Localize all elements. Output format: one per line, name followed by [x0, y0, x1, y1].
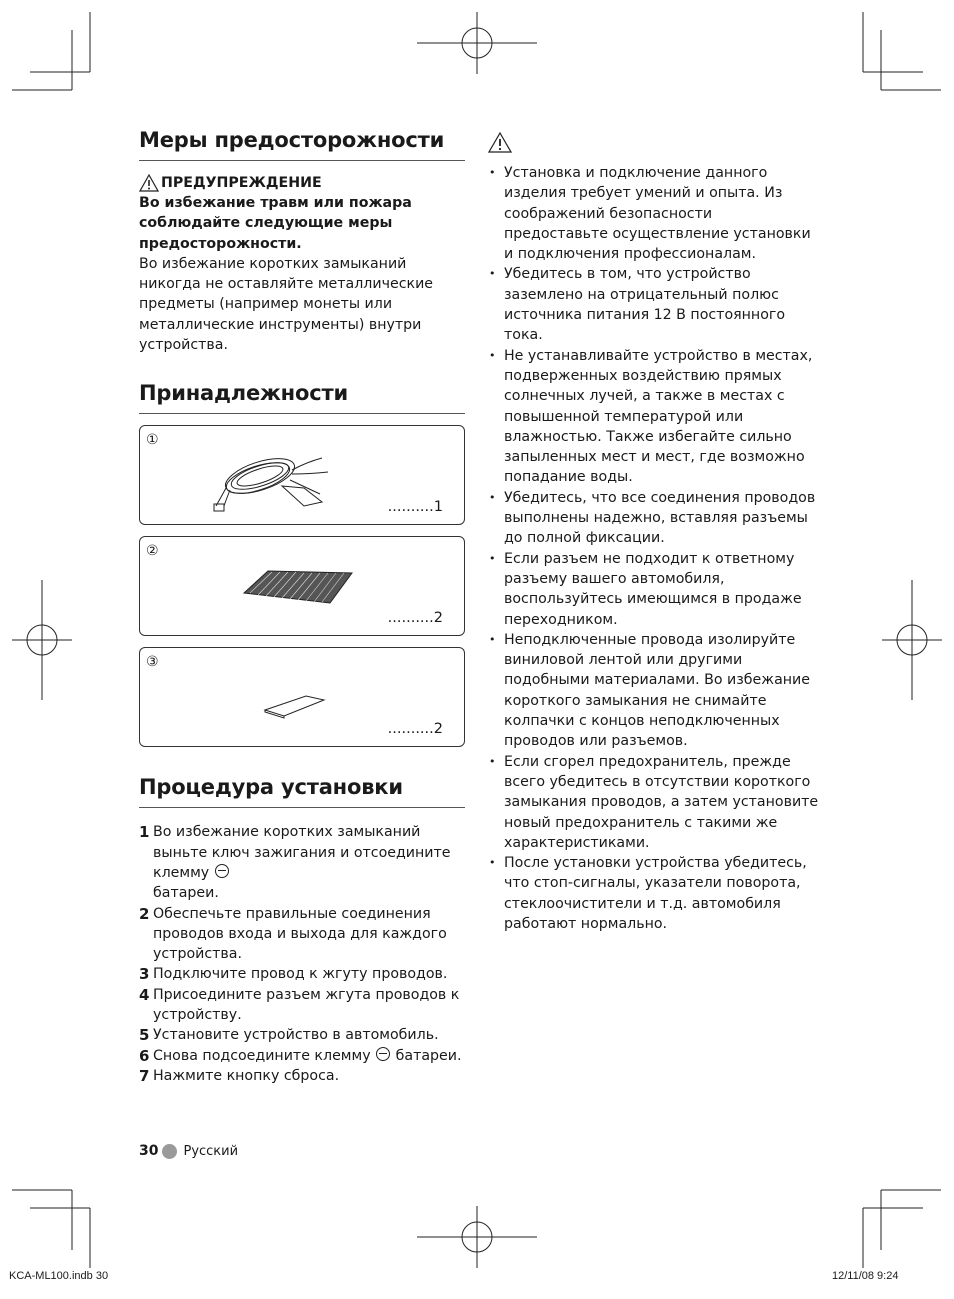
- accessory-number: ②: [146, 543, 159, 560]
- accessory-item-2: [139, 536, 465, 636]
- right-column: [486, 132, 820, 934]
- list-item: 2 Обеспечьте правильные соединения проводов входа и выхода для каждого устройства.: [139, 904, 447, 963]
- list-item: 6 Снова подсоедините клемму батареи.: [139, 1046, 462, 1065]
- list-item: • Неподключенные провода изолируйте виниловой лентой или другими подобными материалами. Во избежание короткого замыкания не снимайте колпачки с концов неподключенных проводов или разъемов.: [486, 630, 820, 752]
- list-item: 4 Присоедините разъем жгута проводов к устройству.: [139, 985, 460, 1024]
- list-item: • Установка и подключение данного изделия требует умений и опыта. Из соображений безопасности предоставьте осуществление установки и подключения профессионалам.: [486, 163, 820, 264]
- warning-text: Во избежание коротких замыканий никогда не оставляйте металлические предметы (например монеты или металлические инструменты) внутри устройства.: [139, 255, 434, 354]
- accessories-heading: Принадлежности: [139, 379, 465, 414]
- list-item: 5 Установите устройство в автомобиль.: [139, 1026, 439, 1045]
- foam-pad-icon: [242, 565, 354, 609]
- list-item: • Не устанавливайте устройство в местах, подверженных воздействию прямых солнечных лучей, а также в местах с повышенной температурой или влажностью. Также избегайте сильно запыленных мест и мест, где возможно попадание воды.: [486, 346, 820, 488]
- list-item: • После установки устройства убедитесь, что стоп-сигналы, указатели поворота, стеклоочистители и т.д. автомобиля работают нормально.: [486, 853, 820, 934]
- accessory-item-3: [139, 647, 465, 747]
- warning-triangle-icon: [139, 174, 159, 192]
- installation-heading: Процедура установки: [139, 773, 465, 808]
- list-item: • Если сгорел предохранитель, прежде всего убедитесь в отсутствии короткого замыкания проводов, а затем установите новый предохранитель с такими же характеристиками.: [486, 752, 820, 853]
- list-item: 7 Нажмите кнопку сброса.: [139, 1066, 340, 1085]
- list-item: 1 Во избежание коротких замыканий выньте ключ зажигания и отсоедините клемму батареи.: [139, 823, 451, 902]
- accessory-quantity: ..........2: [387, 721, 443, 738]
- list-item: • Убедитесь в том, что устройство заземлено на отрицательный полюс источника питания 12 В постоянного тока.: [486, 264, 820, 345]
- precautions-heading: Меры предосторожности: [139, 126, 465, 161]
- accessory-item-1: [139, 425, 465, 525]
- list-item: • Если разъем не подходит к ответному разъему вашего автомобиля, воспользуйтесь имеющимся в продаже переходником.: [486, 549, 820, 630]
- warning-triangle-icon: [488, 132, 512, 153]
- left-column: [139, 126, 465, 1086]
- imprint-date: 12/11/08 9:24: [832, 1270, 899, 1282]
- wiring-harness-icon: [212, 444, 332, 516]
- accessory-number: ③: [146, 654, 159, 671]
- bullet-dot-icon: [162, 1144, 177, 1159]
- accessory-quantity: ..........1: [387, 499, 443, 516]
- imprint-file: KCA-ML100.indb 30: [9, 1270, 109, 1282]
- warning-bold-text: Во избежание травм или пожара соблюдайте следующие меры предосторожности.: [139, 195, 412, 252]
- minus-terminal-icon: [376, 1047, 390, 1061]
- page-footer: [139, 1143, 238, 1159]
- language-label: Русский: [183, 1143, 239, 1159]
- caution-list: [486, 163, 820, 934]
- adhesive-strip-icon: [262, 692, 328, 720]
- list-item: 3 Подключите провод к жгуту проводов.: [139, 965, 448, 984]
- page-number: 30: [139, 1143, 159, 1159]
- accessory-number: ①: [146, 432, 159, 449]
- accessory-quantity: ..........2: [387, 610, 443, 627]
- installation-steps: [139, 822, 465, 1086]
- minus-terminal-icon: [215, 864, 229, 878]
- warning-title: [139, 173, 465, 193]
- warning-label: ПРЕДУПРЕЖДЕНИЕ: [161, 175, 322, 191]
- list-item: • Убедитесь, что все соединения проводов выполнены надежно, вставляя разъемы до полной фиксации.: [486, 488, 820, 549]
